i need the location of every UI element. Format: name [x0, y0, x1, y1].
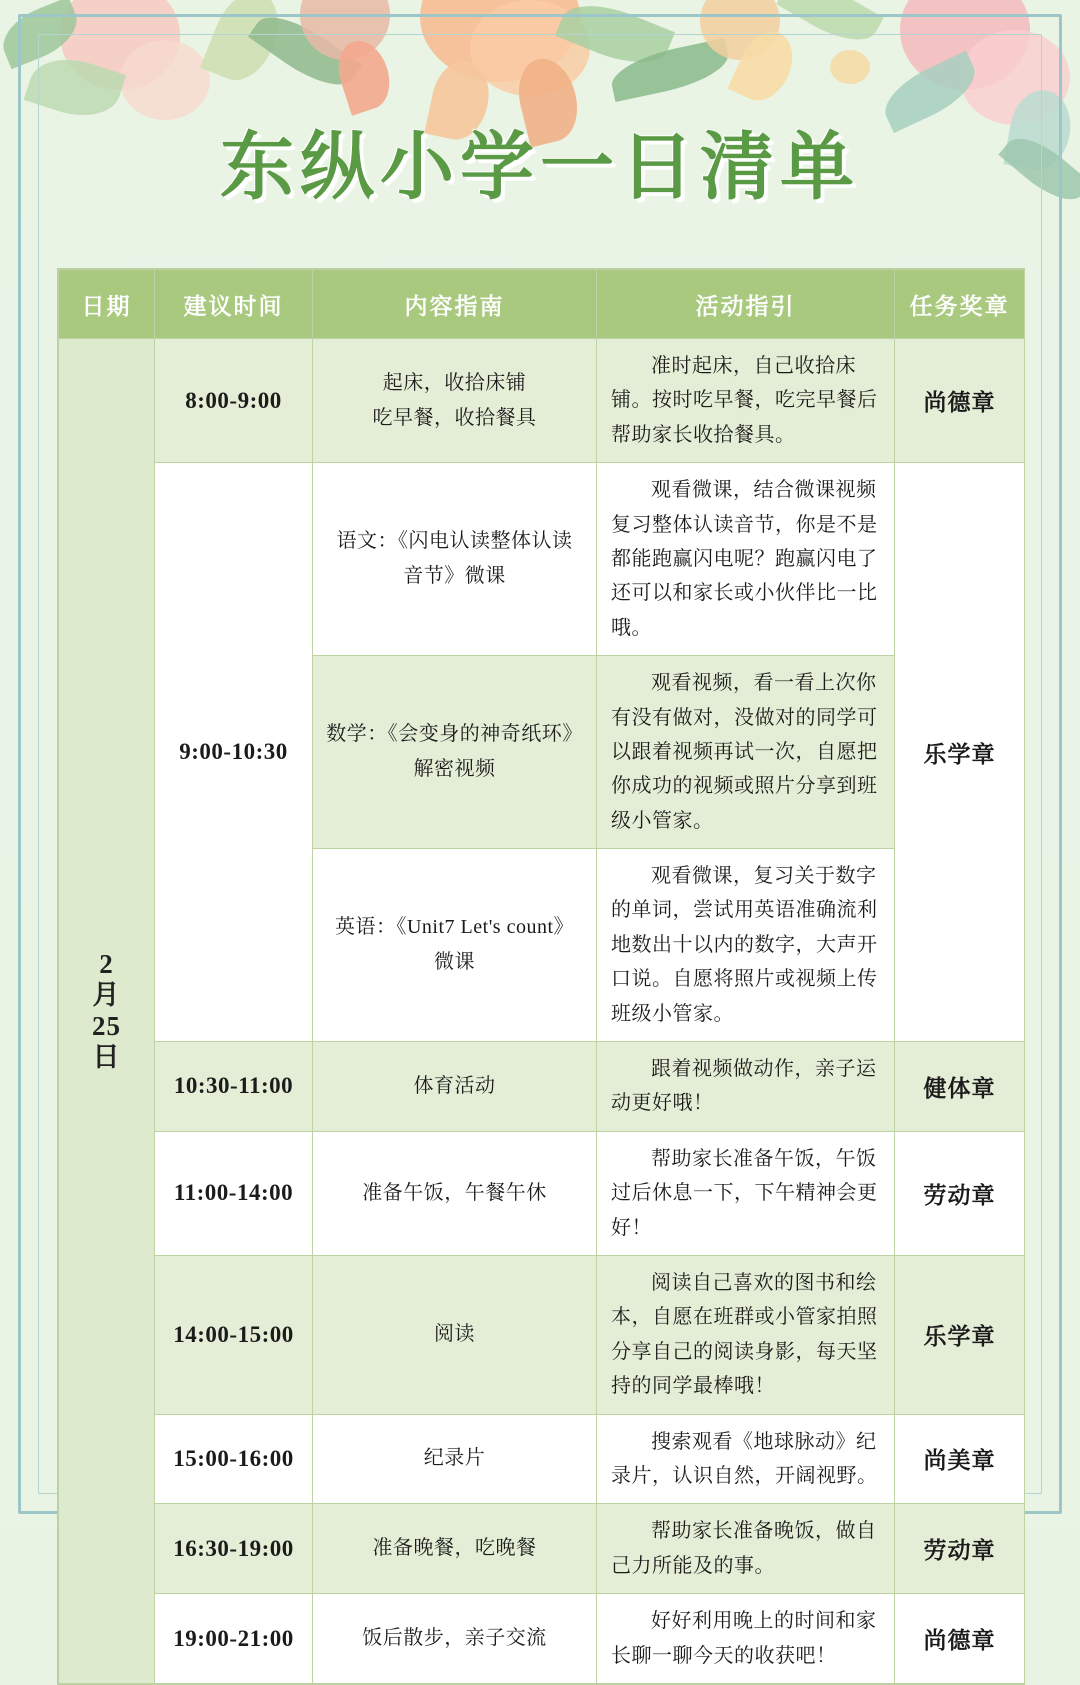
table-row: [59, 1255, 1025, 1414]
date-day-char: 日: [92, 1041, 121, 1072]
activity-cell: 跟着视频做动作，亲子运动更好哦！: [597, 1042, 895, 1132]
table-header-row: [59, 270, 1025, 339]
time-cell: 9:00-10:30: [155, 463, 313, 1042]
content-line: 准备晚餐，吃晚餐: [372, 1537, 537, 1560]
medal-cell: 劳动章: [895, 1504, 1025, 1594]
activity-cell: 观看视频，看一看上次你有没有做对，没做对的同学可以跟着视频再试一次，自愿把你成功的视频或照片分享到班级小管家。: [597, 656, 895, 849]
column-header-activity: 活动指引: [597, 270, 895, 339]
content-cell: [313, 1504, 597, 1594]
content-cell: [313, 1255, 597, 1414]
content-cell: [313, 1131, 597, 1255]
activity-cell: 观看微课，复习关于数字的单词，尝试用英语准确流利地数出十以内的数字，大声开口说。自愿将照片或视频上传班级小管家。: [597, 849, 895, 1042]
table-row: [59, 1594, 1025, 1684]
table-row: [59, 1042, 1025, 1132]
content-cell: [313, 849, 597, 1042]
medal-cell: 尚德章: [895, 339, 1025, 463]
activity-cell: 搜索观看《地球脉动》纪录片，认识自然，开阔视野。: [597, 1414, 895, 1504]
time-cell: 19:00-21:00: [155, 1594, 313, 1684]
content-cell: [313, 339, 597, 463]
date-cell: [59, 339, 155, 1684]
table-row: [59, 1414, 1025, 1504]
content-line: 阅读: [434, 1323, 475, 1346]
content-line: 音节》微课: [403, 565, 506, 588]
activity-cell: 观看微课，结合微课视频复习整体认读音节，你是不是都能跑赢闪电呢？跑赢闪电了还可以和家长或小伙伴比一比哦。: [597, 463, 895, 656]
schedule-table-container: [57, 268, 1025, 1685]
content-line: 起床，收拾床铺: [382, 371, 527, 394]
medal-cell: 劳动章: [895, 1131, 1025, 1255]
content-cell: [313, 1042, 597, 1132]
content-line: 语文：《闪电认读整体认读: [336, 530, 573, 553]
content-cell: [313, 463, 597, 656]
time-cell: 11:00-14:00: [155, 1131, 313, 1255]
content-line: 英语：《Unit7 Let's count》: [334, 916, 575, 939]
content-line: 微课: [434, 951, 475, 974]
activity-cell: 阅读自己喜欢的图书和绘本，自愿在班群或小管家拍照分享自己的阅读身影，每天坚持的同学最棒哦！: [597, 1255, 895, 1414]
medal-cell: 尚德章: [895, 1594, 1025, 1684]
date-month-number: 2: [99, 948, 114, 979]
time-cell: 16:30-19:00: [155, 1504, 313, 1594]
date-month-char: 月: [92, 979, 121, 1010]
table-row: [59, 463, 1025, 656]
time-cell: 15:00-16:00: [155, 1414, 313, 1504]
medal-cell: 乐学章: [895, 463, 1025, 1042]
time-cell: 8:00-9:00: [155, 339, 313, 463]
content-cell: [313, 656, 597, 849]
activity-cell: 好好利用晚上的时间和家长聊一聊今天的收获吧！: [597, 1594, 895, 1684]
content-line: 准备午饭，午餐午休: [362, 1181, 547, 1204]
content-line: 纪录片: [423, 1447, 486, 1470]
time-cell: 14:00-15:00: [155, 1255, 313, 1414]
content-cell: [313, 1594, 597, 1684]
activity-cell: 准时起床，自己收拾床铺。按时吃早餐，吃完早餐后帮助家长收拾餐具。: [597, 339, 895, 463]
content-line: 饭后散步，亲子交流: [362, 1627, 547, 1649]
table-row: [59, 339, 1025, 463]
content-line: 数学：《会变身的神奇纸环》: [326, 723, 583, 746]
column-header-time: 建议时间: [155, 270, 313, 339]
table-row: [59, 1131, 1025, 1255]
content-cell: [313, 1414, 597, 1504]
schedule-table: [58, 269, 1025, 1684]
page-title: 东纵小学一日清单: [220, 124, 860, 210]
date-day-number: 25: [92, 1010, 121, 1041]
medal-cell: 乐学章: [895, 1255, 1025, 1414]
medal-cell: 健体章: [895, 1042, 1025, 1132]
activity-cell: 帮助家长准备晚饭，做自己力所能及的事。: [597, 1504, 895, 1594]
medal-cell: 尚美章: [895, 1414, 1025, 1504]
column-header-medal: 任务奖章: [895, 270, 1025, 339]
table-row: [59, 1504, 1025, 1594]
activity-cell: 帮助家长准备午饭，午饭过后休息一下，下午精神会更好！: [597, 1131, 895, 1255]
time-cell: 10:30-11:00: [155, 1042, 313, 1132]
content-line: 体育活动: [413, 1074, 496, 1097]
content-line: 解密视频: [413, 758, 496, 781]
content-line: 吃早餐，收拾餐具: [372, 406, 537, 429]
column-header-content: 内容指南: [313, 270, 597, 339]
column-header-date: 日期: [59, 270, 155, 339]
